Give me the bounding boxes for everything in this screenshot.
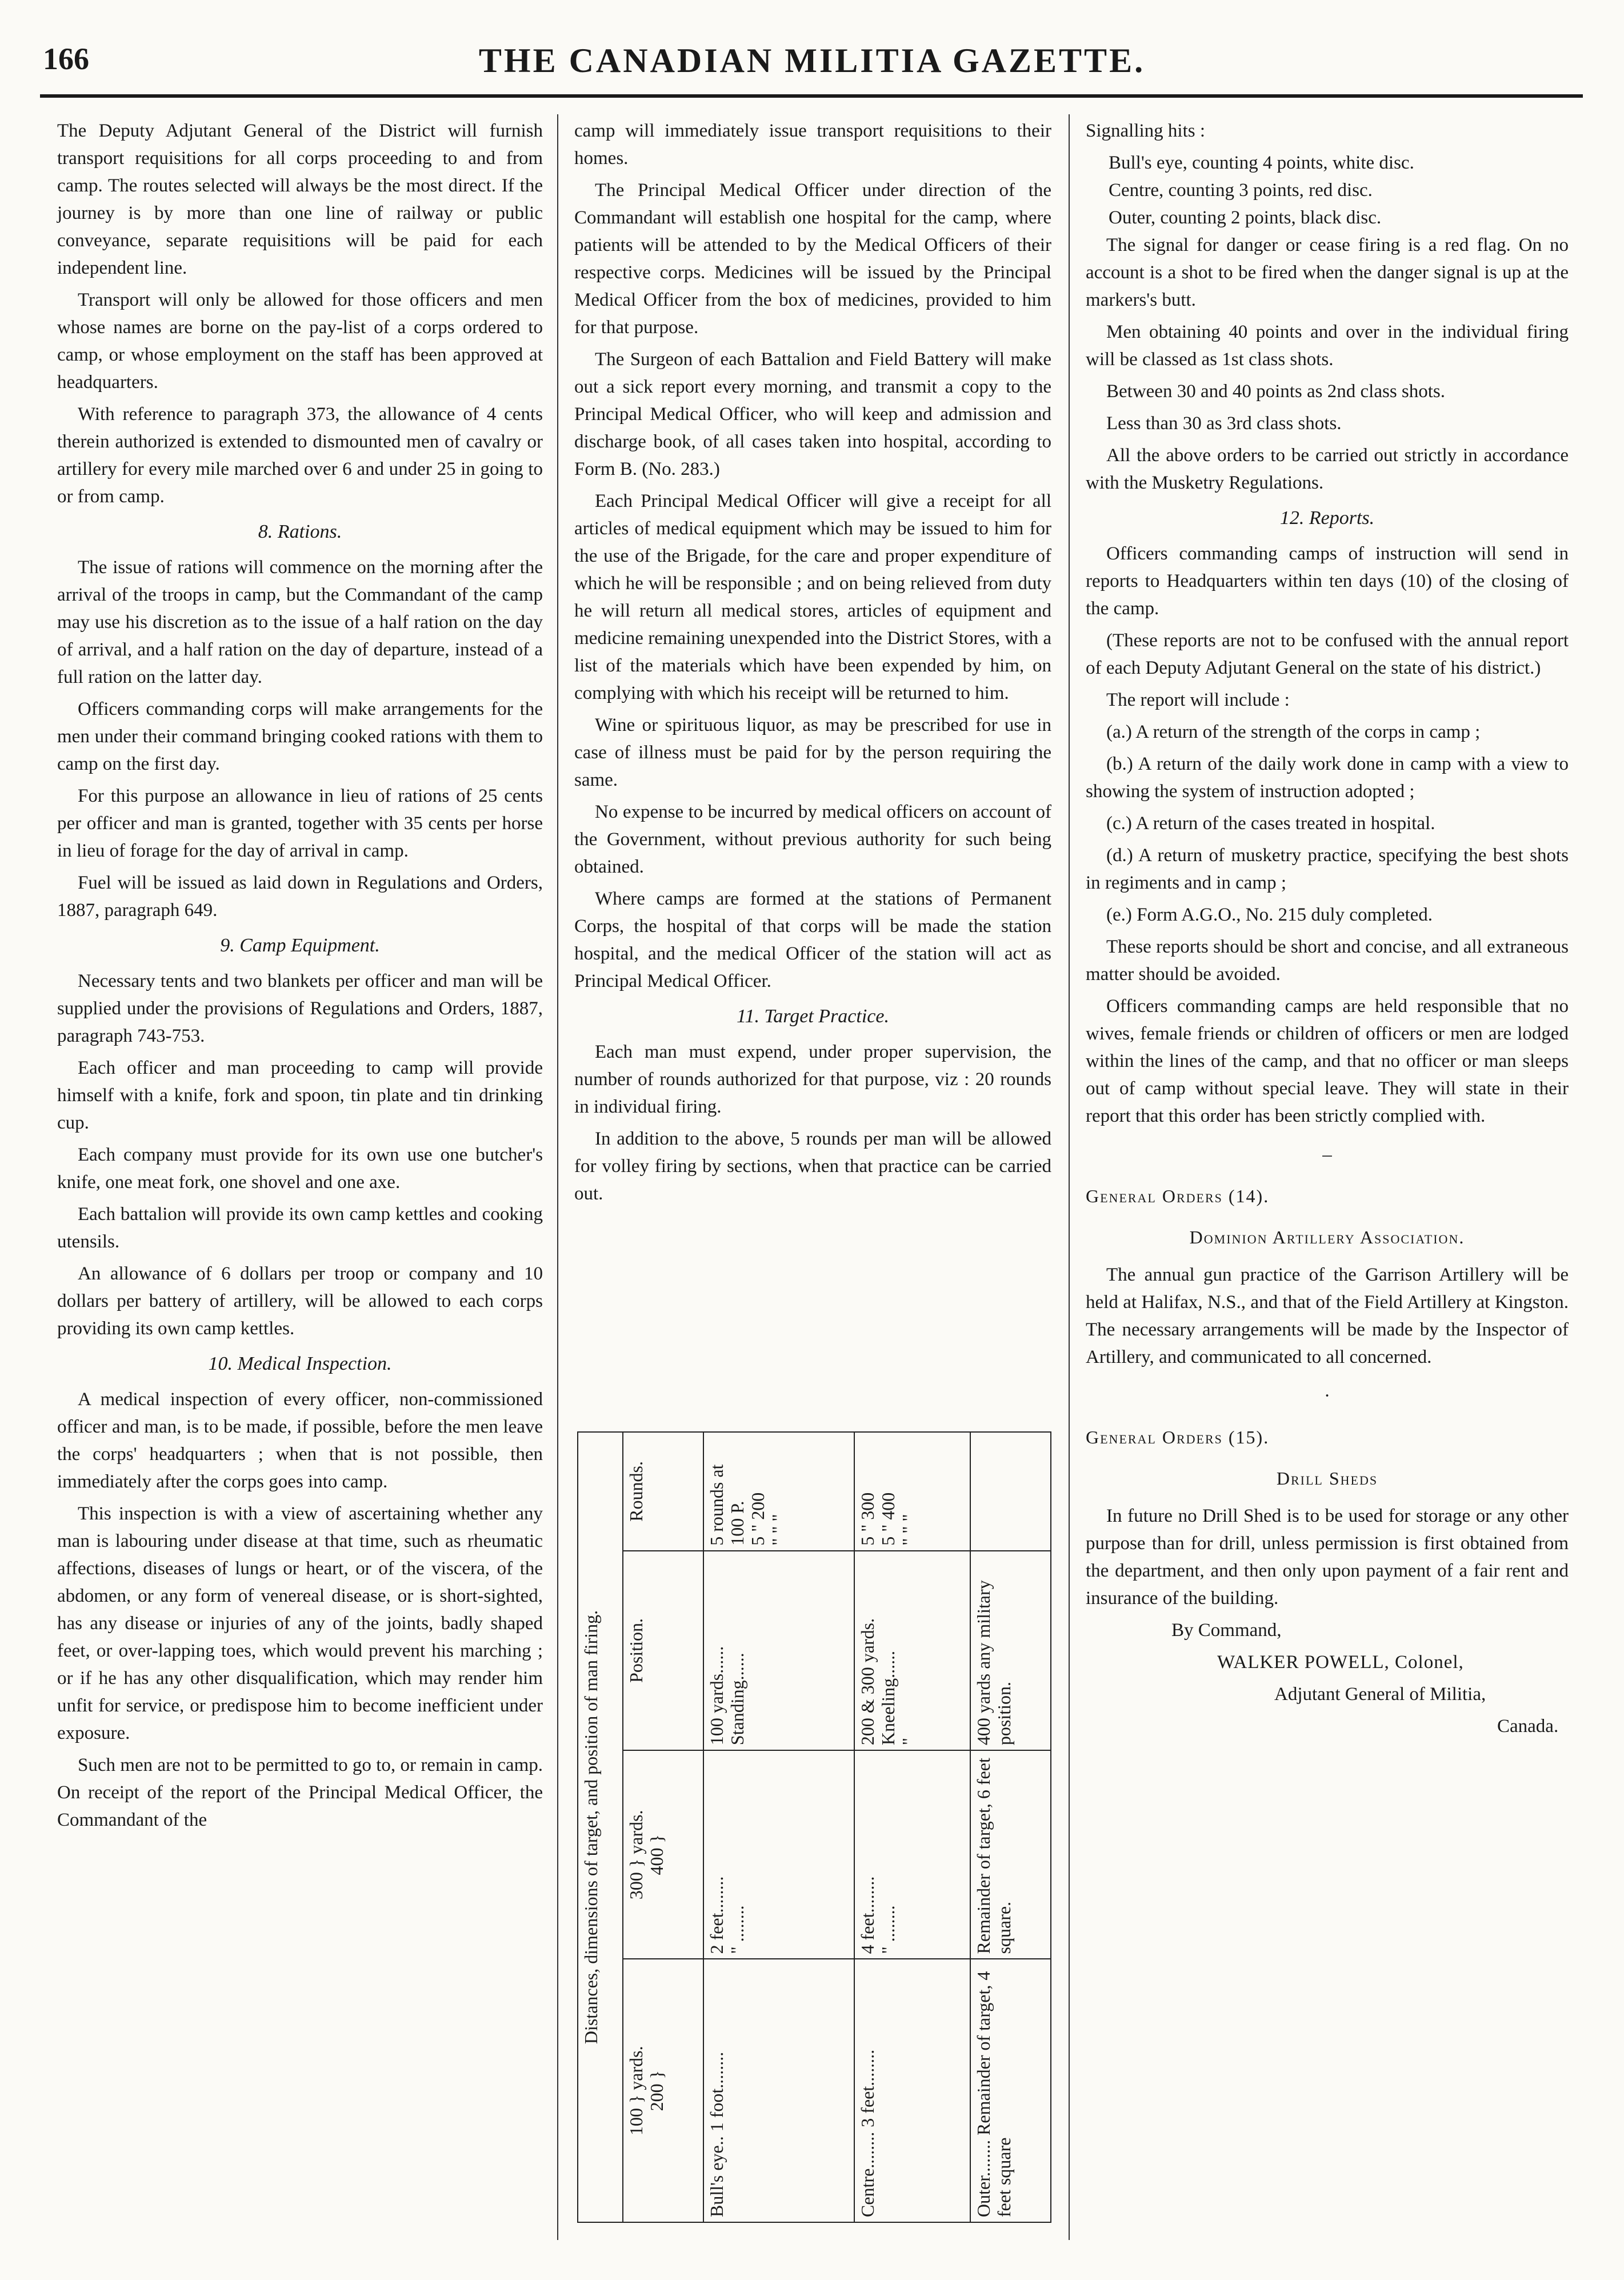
paragraph: (These reports are not to be confused with the annual report of each Deputy Adjutant General on the state of his district.) — [1086, 630, 1569, 678]
dominion-artillery-heading: Dominion Artillery Association. — [1189, 1227, 1465, 1247]
section-heading-camp-equipment: 9. Camp Equipment. — [220, 935, 380, 956]
page-number: 166 — [43, 42, 89, 76]
table-row — [703, 1432, 855, 2222]
section-heading-target-practice: 11. Target Practice. — [737, 1006, 889, 1027]
paragraph: These reports should be short and concise, and all extraneous matter should be avoided. — [1086, 937, 1569, 985]
column-divider — [1069, 114, 1070, 2240]
paragraph: camp will immediately issue transport requisitions to their homes. — [574, 121, 1051, 169]
paragraph: This inspection is with a view of ascertaining whether any man is labouring under disease at that time, such as rheumatic affections, diseases of lungs or heart, or of the viscera, of the abdomen, or any form of venereal disease, or is short-sighted, has any disease or injuries of any of the joints, badly shaped feet, or over-lapping toes, which would prevent his marching ; or if he has any other disqualification, which may render him unfit for service, or predispose him to become inefficient under exposure. — [57, 1503, 543, 1743]
section-heading-rations: 8. Rations. — [258, 521, 342, 542]
table-header-distance-b: 300 } yards. 400 } — [623, 1750, 703, 1959]
table-cell: 2 feet........ " ........ — [703, 1750, 855, 1959]
table-cell: 400 yards any military position. — [970, 1551, 1051, 1750]
paragraph: (b.) A return of the daily work done in camp with a view to showing the system of instruction adopted ; — [1086, 754, 1569, 802]
paragraph: Less than 30 as 3rd class shots. — [1106, 413, 1342, 434]
paragraph: Such men are not to be permitted to go to, or remain in camp. On receipt of the report of the Principal Medical Officer, the Commandant of the — [57, 1755, 543, 1830]
paragraph: With reference to paragraph 373, the allowance of 4 cents therein authorized is extended to dismounted men of cavalry or artillery for every mile marched over 6 and under 25 in going to or from camp. — [57, 404, 543, 507]
drill-sheds-heading: Drill Sheds — [1276, 1468, 1378, 1489]
column-divider — [557, 114, 558, 2240]
paragraph: An allowance of 6 dollars per troop or company and 10 dollars per battery of artillery, will be allowed to each corps providing its own camp kettles. — [57, 1263, 543, 1339]
section-heading-medical-inspection: 10. Medical Inspection. — [208, 1353, 392, 1374]
signer-title: Adjutant General of Militia, — [1274, 1684, 1486, 1705]
paragraph: Fuel will be issued as laid down in Regulations and Orders, 1887, paragraph 649. — [57, 873, 543, 921]
table-header-position: Position. — [623, 1551, 703, 1750]
divider: – — [1322, 1145, 1332, 1165]
signer-place: Canada. — [1497, 1716, 1559, 1737]
table-cell: 100 yards...... Standing...... — [703, 1551, 855, 1750]
target-practice-table-wrap — [577, 1431, 1051, 2223]
paragraph: (d.) A return of musketry practice, specifying the best shots in regiments and in camp ; — [1086, 845, 1569, 893]
table-cell — [970, 1432, 1051, 1551]
paragraph: The report will include : — [1106, 690, 1290, 710]
paragraph: (e.) Form A.G.O., No. 215 duly completed. — [1106, 905, 1433, 925]
target-practice-table — [577, 1431, 1051, 2223]
signal-centre: Centre, counting 3 points, red disc. — [1109, 180, 1373, 201]
general-orders-15: General Orders (15). — [1086, 1427, 1270, 1447]
paragraph: (a.) A return of the strength of the corps in camp ; — [1106, 722, 1481, 742]
table-cell: 5 " 300 5 " 400 " " " — [854, 1432, 970, 1551]
header-rule — [40, 94, 1583, 98]
paragraph: Each Principal Medical Officer will give a receipt for all articles of medical equipment which may be issued to him for the use of the Brigade, for the care and proper expenditure of which he will be responsible ; and on being relieved from duty he will return all medical stores, articles of equipment and medicine remaining unexpended into the District Stores, with a list of the materials which have been expended by him, on complying with which his receipt will be returned to him. — [574, 491, 1051, 703]
column-left — [57, 117, 543, 1838]
paragraph: The Deputy Adjutant General of the District will furnish transport requisitions for all corps proceeding to and from camp. The routes selected will always be the most direct. If the journey is by more than one line of railway or public conveyance, separate requisitions will be paid for each independent line. — [57, 121, 543, 278]
table-cell: Outer........ Remainder of target, 4 feet square — [970, 1959, 1051, 2222]
table-cell: 5 rounds at 100 P. 5 " 200 " " " — [703, 1432, 855, 1551]
table-cell: 200 & 300 yards. Kneeling...... " — [854, 1551, 970, 1750]
paragraph: All the above orders to be carried out strictly in accordance with the Musketry Regulations. — [1086, 445, 1569, 493]
paragraph: The signal for danger or cease firing is a red flag. On no account is a shot to be fired when the danger signal is up at the markers's butt. — [1086, 235, 1569, 310]
signer-name: WALKER POWELL, Colonel, — [1217, 1652, 1464, 1673]
paragraph: Each company must provide for its own use one butcher's knife, one meat fork, one shovel and one axe. — [57, 1145, 543, 1193]
table-cell: Centre........ 3 feet........ — [854, 1959, 970, 2222]
paragraph: In future no Drill Shed is to be used for storage or any other purpose than for drill, unless permission is first obtained from the department, and then only upon payment of a fair rent and insurance of the building. — [1086, 1506, 1569, 1609]
paragraph: Between 30 and 40 points as 2nd class shots. — [1106, 381, 1446, 402]
paragraph: Wine or spirituous liquor, as may be prescribed for use in case of illness must be paid for by the person requiring the same. — [574, 715, 1051, 790]
paragraph: Each man must expend, under proper supervision, the number of rounds authorized for that purpose, viz : 20 rounds in individual firing. — [574, 1042, 1051, 1117]
section-heading-reports: 12. Reports. — [1279, 507, 1375, 529]
column-right — [1086, 117, 1569, 1745]
paragraph: The annual gun practice of the Garrison Artillery will be held at Halifax, N.S., and that of the Field Artillery at Kingston. The necessary arrangements will be made by the Inspector of Artillery, and communicated to all concerned. — [1086, 1265, 1569, 1367]
paragraph: Each officer and man proceeding to camp will provide himself with a knife, fork and spoon, tin plate and tin drinking cup. — [57, 1058, 543, 1133]
paragraph: Each battalion will provide its own camp kettles and cooking utensils. — [57, 1204, 543, 1252]
divider: · — [1324, 1386, 1330, 1406]
paragraph: Officers commanding camps of instruction will send in reports to Headquarters within ten days (10) of the closing of the camp. — [1086, 543, 1569, 619]
paragraph: Where camps are formed at the stations of Permanent Corps, the hospital of that corps will be made the station hospital, and the medical Officer of the station will act as Principal Medical Officer. — [574, 889, 1051, 991]
signal-outer: Outer, counting 2 points, black disc. — [1109, 207, 1382, 228]
paragraph: The Principal Medical Officer under direction of the Commandant will establish one hospital for the camp, where patients will be attended to by the Medical Officers of their respective corps. Medicines will be issued by the Principal Medical Officer from the box of medicines, provided to him for that purpose. — [574, 180, 1051, 338]
paragraph: A medical inspection of every officer, non-commissioned officer and man, is to be made, if possible, before the men leave the corps' headquarters ; when that is not possible, then immediately after the corps goes into camp. — [57, 1389, 543, 1492]
signal-bulls-eye: Bull's eye, counting 4 points, white disc. — [1109, 153, 1414, 173]
table-row — [854, 1432, 970, 2222]
column-middle — [574, 117, 1051, 1212]
general-orders-14: General Orders (14). — [1086, 1186, 1270, 1206]
paragraph: In addition to the above, 5 rounds per man will be allowed for volley firing by sections, when that practice can be carried out. — [574, 1129, 1051, 1204]
publication-title: THE CANADIAN MILITIA GAZETTE. — [478, 42, 1146, 79]
paragraph: The issue of rations will commence on the morning after the arrival of the troops in camp, but the Commandant of the camp may use his discretion as to the issue of a half ration on the day of arrival, and a half ration on the day of departure, instead of a full ration on the latter day. — [57, 557, 543, 687]
paragraph: Necessary tents and two blankets per officer and man will be supplied under the provisions of Regulations and Orders, 1887, paragraph 743-753. — [57, 971, 543, 1046]
paragraph: Officers commanding camps are held responsible that no wives, female friends or children of officers or men are lodged within the lines of the camp, and that no officer or man sleeps out of camp without special leave. They will state in their report that this order has been strictly complied with. — [1086, 996, 1569, 1126]
paragraph: The Surgeon of each Battalion and Field Battery will make out a sick report every morning, and transmit a copy to the Principal Medical Officer, who will keep and admission and discharge book, of all cases taken into hospital, according to Form B. (No. 283.) — [574, 349, 1051, 479]
paragraph: (c.) A return of the cases treated in hospital. — [1106, 813, 1435, 834]
table-cell: Remainder of target, 6 feet square. — [970, 1750, 1051, 1959]
paragraph: No expense to be incurred by medical officers on account of the Government, without previous authority for such being obtained. — [574, 802, 1051, 877]
table-row — [970, 1432, 1051, 2222]
paragraph: Men obtaining 40 points and over in the individual firing will be classed as 1st class shots. — [1086, 322, 1569, 370]
signalling-title: Signalling hits : — [1086, 121, 1206, 141]
by-command: By Command, — [1171, 1620, 1282, 1641]
paragraph: For this purpose an allowance in lieu of rations of 25 cents per officer and man is granted, together with 35 cents per horse in lieu of forage for the day of arrival in camp. — [57, 786, 543, 861]
page-header — [0, 0, 1624, 97]
table-caption: Distances, dimensions of target, and position of man firing. — [578, 1432, 623, 2222]
paragraph: Officers commanding corps will make arrangements for the men under their command bringing cooked rations with them to camp on the first day. — [57, 699, 543, 774]
table-header-rounds: Rounds. — [623, 1432, 703, 1551]
paragraph: Transport will only be allowed for those officers and men whose names are borne on the pay-list of a corps ordered to camp, or whose employment on the staff has been approved at headquarters. — [57, 290, 543, 393]
table-cell: 4 feet........ " ........ — [854, 1750, 970, 1959]
table-header-distance-a: 100 } yards. 200 } — [623, 1959, 703, 2222]
table-cell: Bull's eye.. 1 foot........ — [703, 1959, 855, 2222]
